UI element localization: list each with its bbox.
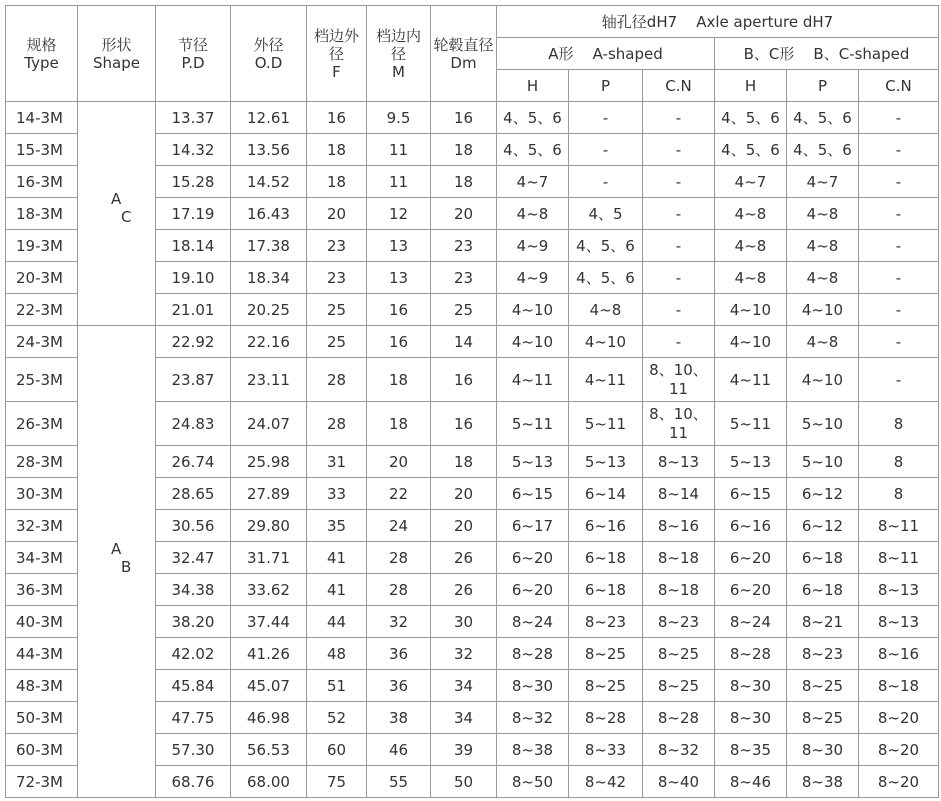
cell-od: 12.61 bbox=[231, 102, 307, 134]
cell-bc-h: 8~46 bbox=[715, 766, 787, 798]
cell-a-p: 8~25 bbox=[569, 670, 643, 702]
cell-od: 37.44 bbox=[231, 606, 307, 638]
cell-pd: 38.20 bbox=[156, 606, 231, 638]
cell-a-cn: 8~32 bbox=[643, 734, 715, 766]
header-a-cn: C.N bbox=[643, 70, 715, 102]
cell-pd: 21.01 bbox=[156, 294, 231, 326]
cell-pd: 24.83 bbox=[156, 402, 231, 446]
cell-a-cn: - bbox=[643, 326, 715, 358]
cell-m: 22 bbox=[367, 478, 431, 510]
cell-a-p: 4~11 bbox=[569, 358, 643, 402]
header-a-h: H bbox=[497, 70, 569, 102]
cell-pd: 22.92 bbox=[156, 326, 231, 358]
cell-a-p: - bbox=[569, 134, 643, 166]
header-axle-aperture: 轴孔径dH7 Axle aperture dH7 bbox=[497, 6, 939, 38]
cell-m: 12 bbox=[367, 198, 431, 230]
cell-type: 44-3M bbox=[6, 638, 78, 670]
cell-bc-cn: - bbox=[859, 166, 939, 198]
cell-od: 13.56 bbox=[231, 134, 307, 166]
cell-dm: 20 bbox=[431, 198, 497, 230]
cell-od: 20.25 bbox=[231, 294, 307, 326]
cell-a-h: 4~8 bbox=[497, 198, 569, 230]
cell-a-cn: - bbox=[643, 230, 715, 262]
table-body bbox=[6, 102, 939, 798]
cell-m: 36 bbox=[367, 638, 431, 670]
cell-bc-h: 4、5、6 bbox=[715, 134, 787, 166]
cell-od: 16.43 bbox=[231, 198, 307, 230]
cell-pd: 23.87 bbox=[156, 358, 231, 402]
cell-type: 48-3M bbox=[6, 670, 78, 702]
cell-bc-p: 6~12 bbox=[787, 510, 859, 542]
pulley-spec-table bbox=[5, 5, 939, 798]
cell-bc-cn: 8~18 bbox=[859, 670, 939, 702]
cell-pd: 15.28 bbox=[156, 166, 231, 198]
cell-m: 24 bbox=[367, 510, 431, 542]
cell-bc-h: 4~8 bbox=[715, 198, 787, 230]
cell-f: 28 bbox=[307, 358, 367, 402]
header-shape: 形状 Shape bbox=[78, 6, 156, 102]
cell-a-h: 4、5、6 bbox=[497, 102, 569, 134]
cell-text: 8、10、 bbox=[649, 360, 708, 379]
cell-type: 28-3M bbox=[6, 446, 78, 478]
cell-dm: 25 bbox=[431, 294, 497, 326]
cell-bc-cn: 8 bbox=[859, 446, 939, 478]
cell-a-cn: 8~13 bbox=[643, 446, 715, 478]
cell-shape-group bbox=[78, 326, 156, 798]
cell-a-p: 8~25 bbox=[569, 638, 643, 670]
cell-pd: 47.75 bbox=[156, 702, 231, 734]
cell-a-h: 6~15 bbox=[497, 478, 569, 510]
cell-od: 29.80 bbox=[231, 510, 307, 542]
cell-f: 60 bbox=[307, 734, 367, 766]
cell-type: 19-3M bbox=[6, 230, 78, 262]
cell-bc-cn: 8~20 bbox=[859, 734, 939, 766]
cell-dm: 16 bbox=[431, 102, 497, 134]
cell-a-h: 8~28 bbox=[497, 638, 569, 670]
cell-f: 23 bbox=[307, 262, 367, 294]
header-bc-cn: C.N bbox=[859, 70, 939, 102]
header-pitch-diameter: 节径 P.D bbox=[156, 6, 231, 102]
cell-a-p: 6~16 bbox=[569, 510, 643, 542]
cell-a-cn bbox=[643, 402, 715, 446]
cell-f: 48 bbox=[307, 638, 367, 670]
cell-a-p: 6~18 bbox=[569, 574, 643, 606]
cell-type: 72-3M bbox=[6, 766, 78, 798]
table-header bbox=[6, 6, 939, 102]
cell-bc-cn: 8~16 bbox=[859, 638, 939, 670]
cell-f: 20 bbox=[307, 198, 367, 230]
cell-bc-cn: 8~20 bbox=[859, 702, 939, 734]
cell-dm: 23 bbox=[431, 230, 497, 262]
cell-a-p: 5~13 bbox=[569, 446, 643, 478]
cell-a-p: 4、5、6 bbox=[569, 230, 643, 262]
cell-bc-h: 4~8 bbox=[715, 262, 787, 294]
cell-m: 38 bbox=[367, 702, 431, 734]
cell-dm: 34 bbox=[431, 670, 497, 702]
cell-type: 36-3M bbox=[6, 574, 78, 606]
cell-f: 33 bbox=[307, 478, 367, 510]
cell-a-p: - bbox=[569, 166, 643, 198]
header-bc-p: P bbox=[787, 70, 859, 102]
cell-a-p: 4~8 bbox=[569, 294, 643, 326]
cell-bc-cn: 8~11 bbox=[859, 542, 939, 574]
cell-bc-h: 4~10 bbox=[715, 294, 787, 326]
cell-f: 75 bbox=[307, 766, 367, 798]
cell-m: 32 bbox=[367, 606, 431, 638]
cell-bc-p: 4~8 bbox=[787, 326, 859, 358]
cell-bc-cn: - bbox=[859, 294, 939, 326]
cell-bc-cn: - bbox=[859, 198, 939, 230]
header-type: 规格 Type bbox=[6, 6, 78, 102]
cell-a-p: 6~14 bbox=[569, 478, 643, 510]
cell-f: 52 bbox=[307, 702, 367, 734]
cell-text: 8、10、 bbox=[649, 404, 708, 423]
cell-a-p: 4、5、6 bbox=[569, 262, 643, 294]
cell-bc-p: 6~12 bbox=[787, 478, 859, 510]
cell-a-cn: - bbox=[643, 294, 715, 326]
cell-bc-h: 8~28 bbox=[715, 638, 787, 670]
cell-bc-h: 6~20 bbox=[715, 574, 787, 606]
cell-bc-h: 4~11 bbox=[715, 358, 787, 402]
cell-m: 18 bbox=[367, 358, 431, 402]
cell-dm: 18 bbox=[431, 166, 497, 198]
cell-a-h: 4~9 bbox=[497, 262, 569, 294]
cell-pd: 26.74 bbox=[156, 446, 231, 478]
cell-bc-cn: 8 bbox=[859, 402, 939, 446]
cell-od: 22.16 bbox=[231, 326, 307, 358]
cell-a-h: 8~38 bbox=[497, 734, 569, 766]
cell-od: 46.98 bbox=[231, 702, 307, 734]
cell-type: 14-3M bbox=[6, 102, 78, 134]
table-row bbox=[6, 102, 939, 134]
cell-bc-p: 8~25 bbox=[787, 670, 859, 702]
header-flange-inner: 档边内 径 M bbox=[367, 6, 431, 102]
header-a-p: P bbox=[569, 70, 643, 102]
shape-letter: A bbox=[111, 190, 122, 208]
cell-od: 25.98 bbox=[231, 446, 307, 478]
cell-text: 11 bbox=[668, 423, 689, 442]
cell-a-p: 8~23 bbox=[569, 606, 643, 638]
cell-bc-h: 4~7 bbox=[715, 166, 787, 198]
cell-bc-h: 8~30 bbox=[715, 702, 787, 734]
cell-dm: 26 bbox=[431, 574, 497, 606]
cell-od: 18.34 bbox=[231, 262, 307, 294]
shape-letter: B bbox=[121, 558, 132, 576]
cell-od: 41.26 bbox=[231, 638, 307, 670]
cell-dm: 34 bbox=[431, 702, 497, 734]
cell-bc-p: 4~8 bbox=[787, 230, 859, 262]
cell-a-p: 6~18 bbox=[569, 542, 643, 574]
cell-a-cn: 8~18 bbox=[643, 542, 715, 574]
cell-pd: 19.10 bbox=[156, 262, 231, 294]
cell-a-h: 4~10 bbox=[497, 326, 569, 358]
cell-bc-h: 8~24 bbox=[715, 606, 787, 638]
cell-f: 51 bbox=[307, 670, 367, 702]
cell-a-p: 5~11 bbox=[569, 402, 643, 446]
cell-f: 44 bbox=[307, 606, 367, 638]
cell-a-h: 8~50 bbox=[497, 766, 569, 798]
cell-type: 20-3M bbox=[6, 262, 78, 294]
cell-dm: 20 bbox=[431, 478, 497, 510]
cell-type: 50-3M bbox=[6, 702, 78, 734]
cell-type: 26-3M bbox=[6, 402, 78, 446]
cell-f: 16 bbox=[307, 102, 367, 134]
cell-a-h: 5~11 bbox=[497, 402, 569, 446]
cell-pd: 18.14 bbox=[156, 230, 231, 262]
header-a-shaped: A形 A-shaped bbox=[497, 38, 715, 70]
cell-a-h: 6~20 bbox=[497, 574, 569, 606]
cell-od: 56.53 bbox=[231, 734, 307, 766]
header-flange-outer: 档边外 径 F bbox=[307, 6, 367, 102]
cell-dm: 18 bbox=[431, 134, 497, 166]
header-bc-shaped: B、C形 B、C-shaped bbox=[715, 38, 939, 70]
cell-m: 16 bbox=[367, 294, 431, 326]
cell-bc-p: 8~25 bbox=[787, 702, 859, 734]
cell-m: 11 bbox=[367, 134, 431, 166]
cell-f: 35 bbox=[307, 510, 367, 542]
cell-pd: 28.65 bbox=[156, 478, 231, 510]
cell-pd: 45.84 bbox=[156, 670, 231, 702]
cell-bc-cn: 8 bbox=[859, 478, 939, 510]
cell-bc-h: 5~11 bbox=[715, 402, 787, 446]
header-bc-h: H bbox=[715, 70, 787, 102]
cell-od: 33.62 bbox=[231, 574, 307, 606]
cell-pd: 30.56 bbox=[156, 510, 231, 542]
cell-a-h: 5~13 bbox=[497, 446, 569, 478]
cell-dm: 16 bbox=[431, 358, 497, 402]
cell-dm: 39 bbox=[431, 734, 497, 766]
cell-bc-p: 8~30 bbox=[787, 734, 859, 766]
cell-bc-cn: - bbox=[859, 134, 939, 166]
cell-bc-h: 8~30 bbox=[715, 670, 787, 702]
cell-bc-h: 6~16 bbox=[715, 510, 787, 542]
cell-bc-h: 8~35 bbox=[715, 734, 787, 766]
cell-m: 28 bbox=[367, 574, 431, 606]
cell-pd: 42.02 bbox=[156, 638, 231, 670]
cell-type: 24-3M bbox=[6, 326, 78, 358]
cell-bc-cn: 8~11 bbox=[859, 510, 939, 542]
cell-bc-cn: - bbox=[859, 230, 939, 262]
cell-dm: 18 bbox=[431, 446, 497, 478]
shape-letter: A bbox=[111, 540, 122, 558]
cell-a-h: 4、5、6 bbox=[497, 134, 569, 166]
cell-bc-p: 8~23 bbox=[787, 638, 859, 670]
cell-m: 13 bbox=[367, 230, 431, 262]
cell-a-p: 8~28 bbox=[569, 702, 643, 734]
cell-f: 41 bbox=[307, 542, 367, 574]
cell-type: 32-3M bbox=[6, 510, 78, 542]
cell-a-cn: 8~16 bbox=[643, 510, 715, 542]
cell-bc-cn: - bbox=[859, 358, 939, 402]
cell-a-cn: 8~28 bbox=[643, 702, 715, 734]
cell-type: 30-3M bbox=[6, 478, 78, 510]
cell-dm: 16 bbox=[431, 402, 497, 446]
cell-bc-h: 6~20 bbox=[715, 542, 787, 574]
cell-dm: 32 bbox=[431, 638, 497, 670]
cell-bc-p: 4~8 bbox=[787, 198, 859, 230]
cell-dm: 23 bbox=[431, 262, 497, 294]
cell-m: 18 bbox=[367, 402, 431, 446]
cell-m: 11 bbox=[367, 166, 431, 198]
cell-dm: 30 bbox=[431, 606, 497, 638]
cell-a-h: 4~7 bbox=[497, 166, 569, 198]
cell-pd: 17.19 bbox=[156, 198, 231, 230]
cell-bc-p: 4~8 bbox=[787, 262, 859, 294]
cell-type: 22-3M bbox=[6, 294, 78, 326]
cell-a-h: 8~32 bbox=[497, 702, 569, 734]
cell-bc-p: 5~10 bbox=[787, 402, 859, 446]
cell-shape-group bbox=[78, 102, 156, 326]
cell-od: 27.89 bbox=[231, 478, 307, 510]
cell-od: 31.71 bbox=[231, 542, 307, 574]
cell-m: 13 bbox=[367, 262, 431, 294]
cell-od: 17.38 bbox=[231, 230, 307, 262]
cell-bc-cn: - bbox=[859, 326, 939, 358]
cell-m: 46 bbox=[367, 734, 431, 766]
cell-bc-h: 4、5、6 bbox=[715, 102, 787, 134]
cell-bc-cn: 8~20 bbox=[859, 766, 939, 798]
cell-od: 45.07 bbox=[231, 670, 307, 702]
table-row bbox=[6, 326, 939, 358]
cell-f: 18 bbox=[307, 166, 367, 198]
cell-a-h: 8~24 bbox=[497, 606, 569, 638]
cell-dm: 50 bbox=[431, 766, 497, 798]
cell-a-cn: - bbox=[643, 134, 715, 166]
cell-a-h: 4~9 bbox=[497, 230, 569, 262]
cell-a-cn: 8~18 bbox=[643, 574, 715, 606]
header-hub-diameter: 轮毂直径 Dm bbox=[431, 6, 497, 102]
cell-bc-h: 4~8 bbox=[715, 230, 787, 262]
cell-od: 23.11 bbox=[231, 358, 307, 402]
cell-a-p: 8~42 bbox=[569, 766, 643, 798]
cell-a-cn: 8~40 bbox=[643, 766, 715, 798]
cell-bc-p: 4、5、6 bbox=[787, 134, 859, 166]
cell-a-h: 8~30 bbox=[497, 670, 569, 702]
cell-m: 28 bbox=[367, 542, 431, 574]
cell-a-cn: 8~25 bbox=[643, 670, 715, 702]
cell-bc-p: 8~21 bbox=[787, 606, 859, 638]
cell-f: 23 bbox=[307, 230, 367, 262]
cell-dm: 20 bbox=[431, 510, 497, 542]
cell-bc-p: 8~38 bbox=[787, 766, 859, 798]
cell-bc-p: 4~10 bbox=[787, 294, 859, 326]
cell-a-cn: 8~25 bbox=[643, 638, 715, 670]
cell-od: 68.00 bbox=[231, 766, 307, 798]
cell-pd: 34.38 bbox=[156, 574, 231, 606]
cell-od: 14.52 bbox=[231, 166, 307, 198]
cell-a-cn: - bbox=[643, 102, 715, 134]
cell-bc-cn: - bbox=[859, 262, 939, 294]
cell-f: 41 bbox=[307, 574, 367, 606]
cell-bc-h: 4~10 bbox=[715, 326, 787, 358]
cell-type: 15-3M bbox=[6, 134, 78, 166]
cell-bc-cn: 8~13 bbox=[859, 574, 939, 606]
cell-bc-h: 5~13 bbox=[715, 446, 787, 478]
cell-m: 55 bbox=[367, 766, 431, 798]
cell-bc-cn: - bbox=[859, 102, 939, 134]
cell-pd: 57.30 bbox=[156, 734, 231, 766]
cell-a-cn: 8~14 bbox=[643, 478, 715, 510]
cell-m: 20 bbox=[367, 446, 431, 478]
cell-f: 25 bbox=[307, 326, 367, 358]
cell-a-h: 4~10 bbox=[497, 294, 569, 326]
cell-a-p: - bbox=[569, 102, 643, 134]
cell-bc-h: 6~15 bbox=[715, 478, 787, 510]
cell-a-h: 6~17 bbox=[497, 510, 569, 542]
cell-f: 28 bbox=[307, 402, 367, 446]
cell-type: 25-3M bbox=[6, 358, 78, 402]
cell-f: 31 bbox=[307, 446, 367, 478]
cell-m: 9.5 bbox=[367, 102, 431, 134]
shape-letter: C bbox=[121, 208, 132, 226]
cell-type: 16-3M bbox=[6, 166, 78, 198]
cell-pd: 14.32 bbox=[156, 134, 231, 166]
cell-pd: 13.37 bbox=[156, 102, 231, 134]
cell-a-cn: - bbox=[643, 198, 715, 230]
cell-dm: 14 bbox=[431, 326, 497, 358]
cell-a-h: 4~11 bbox=[497, 358, 569, 402]
cell-a-cn: 8~23 bbox=[643, 606, 715, 638]
cell-a-cn: - bbox=[643, 262, 715, 294]
cell-pd: 32.47 bbox=[156, 542, 231, 574]
cell-f: 18 bbox=[307, 134, 367, 166]
cell-a-cn bbox=[643, 358, 715, 402]
cell-a-p: 4、5 bbox=[569, 198, 643, 230]
cell-type: 60-3M bbox=[6, 734, 78, 766]
header-outer-diameter: 外径 O.D bbox=[231, 6, 307, 102]
cell-type: 18-3M bbox=[6, 198, 78, 230]
cell-a-cn: - bbox=[643, 166, 715, 198]
cell-a-p: 8~33 bbox=[569, 734, 643, 766]
cell-bc-p: 4~7 bbox=[787, 166, 859, 198]
cell-bc-cn: 8~13 bbox=[859, 606, 939, 638]
cell-f: 25 bbox=[307, 294, 367, 326]
cell-bc-p: 6~18 bbox=[787, 542, 859, 574]
cell-text: 11 bbox=[668, 379, 689, 398]
cell-type: 40-3M bbox=[6, 606, 78, 638]
cell-m: 16 bbox=[367, 326, 431, 358]
cell-bc-p: 6~18 bbox=[787, 574, 859, 606]
cell-bc-p: 4、5、6 bbox=[787, 102, 859, 134]
cell-bc-p: 5~10 bbox=[787, 446, 859, 478]
cell-m: 36 bbox=[367, 670, 431, 702]
cell-pd: 68.76 bbox=[156, 766, 231, 798]
cell-a-p: 4~10 bbox=[569, 326, 643, 358]
cell-type: 34-3M bbox=[6, 542, 78, 574]
cell-a-h: 6~20 bbox=[497, 542, 569, 574]
cell-bc-p: 4~10 bbox=[787, 358, 859, 402]
cell-dm: 26 bbox=[431, 542, 497, 574]
cell-od: 24.07 bbox=[231, 402, 307, 446]
